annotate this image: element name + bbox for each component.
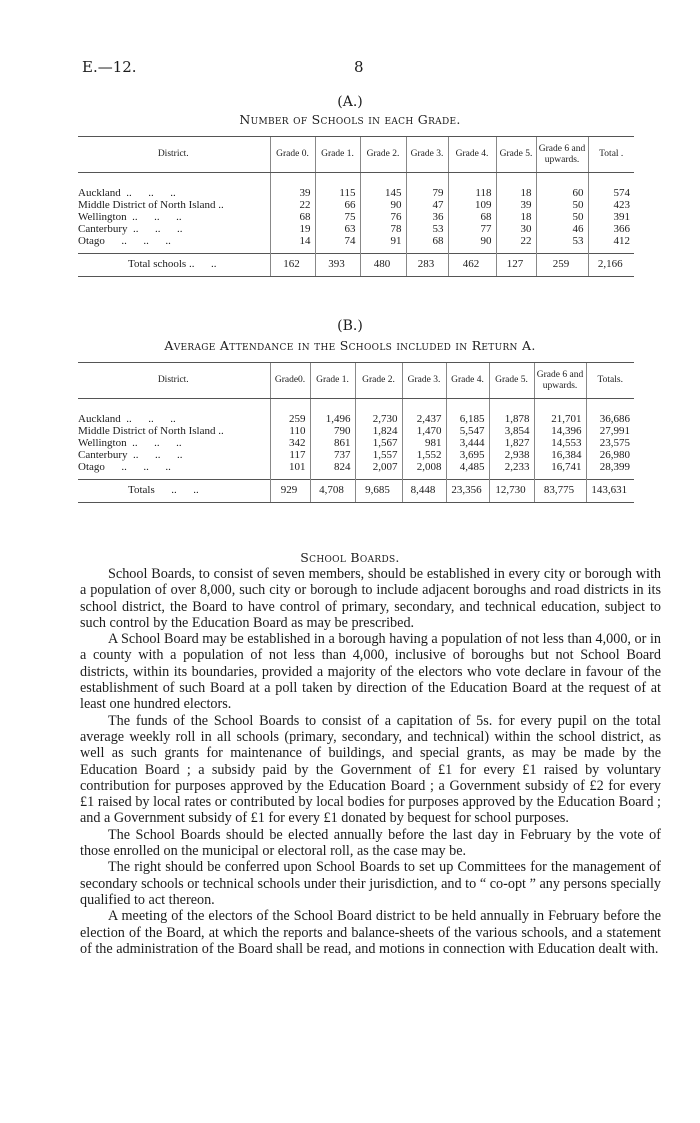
value-cell: 39 bbox=[270, 173, 315, 200]
value-cell: 36,686 bbox=[586, 399, 634, 426]
value-cell: 1,567 bbox=[355, 437, 402, 449]
value-cell: 574 bbox=[588, 173, 634, 200]
table-row bbox=[78, 223, 634, 235]
total-value-cell: 127 bbox=[496, 254, 536, 276]
district-cell bbox=[78, 235, 270, 254]
column-header-grade-3: Grade 3. bbox=[406, 137, 448, 173]
paragraph: The School Boards should be elected annually before the last day in February by the vote of those enrolled on the municipal or electoral roll, as the case may be. bbox=[80, 826, 661, 860]
value-cell: 68 bbox=[406, 235, 448, 254]
district-name: Canterbury bbox=[78, 223, 128, 236]
value-cell: 5,547 bbox=[446, 425, 489, 437]
value-cell: 46 bbox=[536, 223, 588, 235]
table-row bbox=[78, 211, 634, 223]
value-cell: 14 bbox=[270, 235, 315, 254]
value-cell: 60 bbox=[536, 173, 588, 200]
column-header-total: Total . bbox=[588, 137, 634, 173]
column-header-grade-1: Grade 1. bbox=[310, 363, 355, 399]
district-name: Wellington bbox=[78, 211, 127, 224]
district-cell bbox=[78, 223, 270, 235]
district-name: Middle District of North Island bbox=[78, 425, 216, 438]
table-a-title: Number of Schools in each Grade. bbox=[239, 112, 461, 127]
value-cell: 77 bbox=[448, 223, 496, 235]
value-cell: 23,575 bbox=[586, 437, 634, 449]
district-cell bbox=[78, 211, 270, 223]
leader-dots: .. .. .. bbox=[126, 437, 182, 450]
leader-dots: .. .. .. bbox=[104, 461, 171, 474]
value-cell: 78 bbox=[360, 223, 406, 235]
value-cell: 391 bbox=[588, 211, 634, 223]
value-cell: 423 bbox=[588, 199, 634, 211]
table-row bbox=[78, 425, 634, 437]
value-cell: 74 bbox=[315, 235, 360, 254]
value-cell: 1,552 bbox=[402, 449, 446, 461]
average-attendance-table bbox=[78, 362, 634, 503]
total-value-cell: 4,708 bbox=[310, 480, 355, 502]
value-cell: 22 bbox=[496, 235, 536, 254]
district-name: Middle District of North Island bbox=[78, 199, 216, 212]
total-value-cell: 2,166 bbox=[588, 254, 634, 276]
column-header-grade-2: Grade 2. bbox=[355, 363, 402, 399]
paragraph: School Boards, to consist of seven members, should be established in every city or borough with a population of over 8,000, such city or borough to include adjacent boroughs and road districts in its school district, the Board to have control of primary, secondary, and technical education, subject to such control by the Education Board as may be prescribed. bbox=[80, 566, 661, 631]
total-label: Total schools .. .. bbox=[78, 254, 270, 276]
total-label: Totals .. .. bbox=[78, 480, 270, 502]
column-header-grade-6-upwards: Grade 6 and upwards. bbox=[536, 137, 588, 173]
table-row bbox=[78, 461, 634, 480]
column-header-grade-6-upwards: Grade 6 and upwards. bbox=[534, 363, 586, 399]
value-cell: 79 bbox=[406, 173, 448, 200]
table-row bbox=[78, 399, 634, 426]
table-b-letter: (B.) bbox=[337, 318, 363, 334]
table-row bbox=[78, 173, 634, 200]
value-cell: 2,437 bbox=[402, 399, 446, 426]
value-cell: 342 bbox=[270, 437, 310, 449]
value-cell: 68 bbox=[270, 211, 315, 223]
value-cell: 1,496 bbox=[310, 399, 355, 426]
total-value-cell: 259 bbox=[536, 254, 588, 276]
value-cell: 1,824 bbox=[355, 425, 402, 437]
district-cell bbox=[78, 199, 270, 211]
value-cell: 47 bbox=[406, 199, 448, 211]
column-header-district: District. bbox=[78, 363, 270, 399]
total-value-cell: 83,775 bbox=[534, 480, 586, 502]
paragraph: A meeting of the electors of the School Board district to be held annually in February before the election of the Board, at which the reports and balance-sheets of the various schools, and a statement of the administration of the Board shall be read, and motions in connection with Education dealt with. bbox=[80, 908, 661, 957]
leader-dots: .. bbox=[215, 425, 224, 438]
value-cell: 981 bbox=[402, 437, 446, 449]
value-cell: 50 bbox=[536, 211, 588, 223]
value-cell: 76 bbox=[360, 211, 406, 223]
total-value-cell: 462 bbox=[448, 254, 496, 276]
column-header-grade-5: Grade 5. bbox=[489, 363, 534, 399]
value-cell: 30 bbox=[496, 223, 536, 235]
value-cell: 790 bbox=[310, 425, 355, 437]
value-cell: 118 bbox=[448, 173, 496, 200]
total-value-cell: 283 bbox=[406, 254, 448, 276]
value-cell: 19 bbox=[270, 223, 315, 235]
district-name: Otago bbox=[78, 235, 105, 248]
leader-dots: .. bbox=[215, 199, 224, 212]
value-cell: 53 bbox=[536, 235, 588, 254]
table-row bbox=[78, 437, 634, 449]
paragraph: The right should be conferred upon School Boards to set up Committees for the management of secondary schools or technical schools under their jurisdiction, and to “ co-opt ” any persons specially qualified to act thereon. bbox=[80, 859, 661, 908]
school-boards-heading: School Boards. bbox=[300, 550, 400, 565]
value-cell: 737 bbox=[310, 449, 355, 461]
value-cell: 2,730 bbox=[355, 399, 402, 426]
value-cell: 2,233 bbox=[489, 461, 534, 480]
table-row bbox=[78, 449, 634, 461]
total-value-cell: 143,631 bbox=[586, 480, 634, 502]
district-cell bbox=[78, 399, 270, 426]
value-cell: 3,854 bbox=[489, 425, 534, 437]
leader-dots: .. .. .. bbox=[104, 235, 171, 248]
value-cell: 1,878 bbox=[489, 399, 534, 426]
value-cell: 63 bbox=[315, 223, 360, 235]
district-name: Otago bbox=[78, 461, 105, 474]
column-header-totals: Totals. bbox=[586, 363, 634, 399]
district-cell bbox=[78, 461, 270, 480]
value-cell: 259 bbox=[270, 399, 310, 426]
value-cell: 28,399 bbox=[586, 461, 634, 480]
value-cell: 16,741 bbox=[534, 461, 586, 480]
paragraph: A School Board may be established in a borough having a population of not less than 4,000, or in a county with a population of not less than 4,000, inclusive of boroughs but not School Board districts, within its boundaries, provided a majority of the electors who vote declare in favour of the establishment of such Board at a poll taken by direction of the Education Board at the request of at least one hundred electors. bbox=[80, 631, 661, 713]
district-name: Wellington bbox=[78, 437, 127, 450]
value-cell: 110 bbox=[270, 425, 310, 437]
column-header-grade-3: Grade 3. bbox=[402, 363, 446, 399]
district-cell bbox=[78, 425, 270, 437]
district-name: Auckland bbox=[78, 187, 121, 199]
value-cell: 68 bbox=[448, 211, 496, 223]
school-boards-text bbox=[80, 566, 661, 957]
value-cell: 1,557 bbox=[355, 449, 402, 461]
value-cell: 75 bbox=[315, 211, 360, 223]
column-header-grade-0: Grade 0. bbox=[270, 137, 315, 173]
value-cell: 366 bbox=[588, 223, 634, 235]
value-cell: 412 bbox=[588, 235, 634, 254]
column-header-grade-0: Grade0. bbox=[270, 363, 310, 399]
value-cell: 115 bbox=[315, 173, 360, 200]
value-cell: 53 bbox=[406, 223, 448, 235]
total-value-cell: 162 bbox=[270, 254, 315, 276]
value-cell: 18 bbox=[496, 211, 536, 223]
value-cell: 1,470 bbox=[402, 425, 446, 437]
column-header-district: District. bbox=[78, 137, 270, 173]
value-cell: 66 bbox=[315, 199, 360, 211]
report-reference: E.—12. bbox=[82, 58, 137, 76]
value-cell: 6,185 bbox=[446, 399, 489, 426]
table-row bbox=[78, 235, 634, 254]
total-value-cell: 480 bbox=[360, 254, 406, 276]
value-cell: 2,938 bbox=[489, 449, 534, 461]
district-cell bbox=[78, 449, 270, 461]
total-value-cell: 393 bbox=[315, 254, 360, 276]
leader-dots: .. .. .. bbox=[127, 223, 183, 236]
value-cell: 21,701 bbox=[534, 399, 586, 426]
value-cell: 3,695 bbox=[446, 449, 489, 461]
value-cell: 14,396 bbox=[534, 425, 586, 437]
value-cell: 90 bbox=[360, 199, 406, 211]
district-name: Canterbury bbox=[78, 449, 128, 462]
value-cell: 117 bbox=[270, 449, 310, 461]
schools-per-grade-table bbox=[78, 136, 634, 277]
value-cell: 91 bbox=[360, 235, 406, 254]
value-cell: 824 bbox=[310, 461, 355, 480]
total-row bbox=[78, 480, 634, 502]
value-cell: 16,384 bbox=[534, 449, 586, 461]
total-row bbox=[78, 254, 634, 276]
value-cell: 4,485 bbox=[446, 461, 489, 480]
total-value-cell: 23,356 bbox=[446, 480, 489, 502]
district-name: Auckland bbox=[78, 413, 121, 425]
total-value-cell: 929 bbox=[270, 480, 310, 502]
page-number: 8 bbox=[354, 58, 364, 76]
value-cell: 39 bbox=[496, 199, 536, 211]
value-cell: 145 bbox=[360, 173, 406, 200]
column-header-grade-2: Grade 2. bbox=[360, 137, 406, 173]
value-cell: 101 bbox=[270, 461, 310, 480]
value-cell: 27,991 bbox=[586, 425, 634, 437]
column-header-grade-1: Grade 1. bbox=[315, 137, 360, 173]
leader-dots: .. .. .. bbox=[120, 413, 176, 425]
value-cell: 861 bbox=[310, 437, 355, 449]
district-cell bbox=[78, 437, 270, 449]
table-b-title: Average Attendance in the Schools included in Return A. bbox=[164, 338, 536, 353]
value-cell: 14,553 bbox=[534, 437, 586, 449]
value-cell: 90 bbox=[448, 235, 496, 254]
table-row bbox=[78, 199, 634, 211]
value-cell: 50 bbox=[536, 199, 588, 211]
column-header-grade-4: Grade 4. bbox=[448, 137, 496, 173]
value-cell: 3,444 bbox=[446, 437, 489, 449]
value-cell: 2,008 bbox=[402, 461, 446, 480]
value-cell: 36 bbox=[406, 211, 448, 223]
leader-dots: .. .. .. bbox=[126, 211, 182, 224]
value-cell: 18 bbox=[496, 173, 536, 200]
value-cell: 26,980 bbox=[586, 449, 634, 461]
value-cell: 2,007 bbox=[355, 461, 402, 480]
column-header-grade-4: Grade 4. bbox=[446, 363, 489, 399]
district-cell bbox=[78, 173, 270, 200]
leader-dots: .. .. .. bbox=[127, 449, 183, 462]
total-value-cell: 12,730 bbox=[489, 480, 534, 502]
value-cell: 22 bbox=[270, 199, 315, 211]
total-value-cell: 9,685 bbox=[355, 480, 402, 502]
table-a-letter: (A.) bbox=[337, 94, 363, 110]
column-header-grade-5: Grade 5. bbox=[496, 137, 536, 173]
paragraph: The funds of the School Boards to consist of a capitation of 5s. for every pupil on the total average weekly roll in all schools (primary, secondary, and technical) within the school district, as well as such grants for maintenance of buildings, and special grants, as may be made by the Education Board ; a subsidy paid by the Government of £1 for every £1 raised by voluntary contribution for purposes approved by the Education Board ; a Government subsidy of £2 for every £1 raised by local rates or contributed by local bodies for purposes approved by the Education Board ; and a Government subsidy of £1 for every £1 donated by bequest for school purposes. bbox=[80, 712, 661, 827]
page-header bbox=[82, 58, 642, 78]
value-cell: 109 bbox=[448, 199, 496, 211]
total-value-cell: 8,448 bbox=[402, 480, 446, 502]
leader-dots: .. .. .. bbox=[120, 187, 176, 199]
value-cell: 1,827 bbox=[489, 437, 534, 449]
